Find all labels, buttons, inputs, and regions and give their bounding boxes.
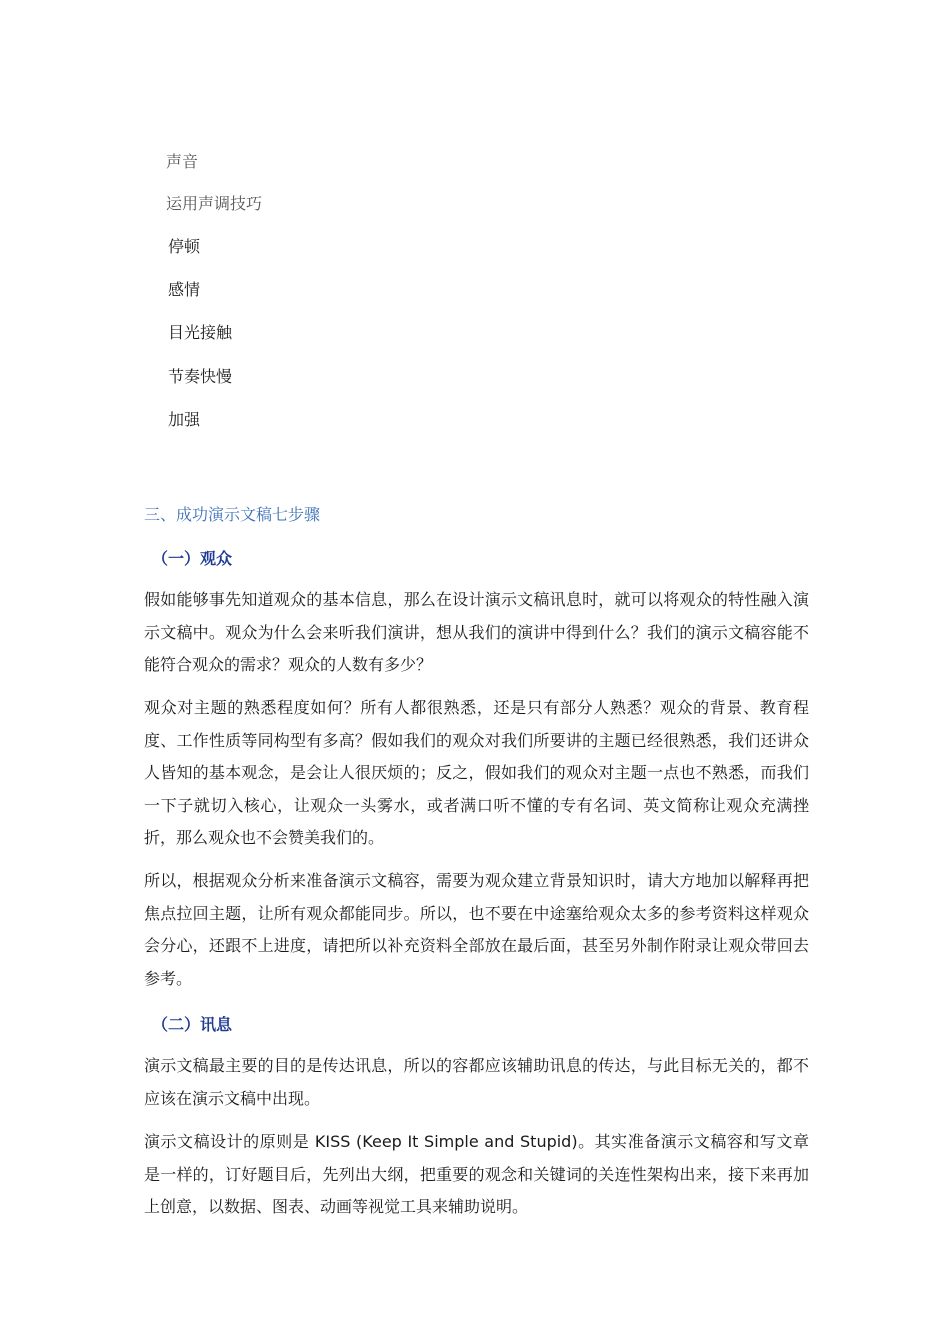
section-title: 三、成功演示文稿七步骤: [144, 505, 321, 524]
list-item-eye-contact: 目光接触: [168, 323, 233, 342]
message-paragraph-1: 演示文稿最主要的目的是传达讯息，所以的容都应该辅助讯息的传达，与此目标无关的，都不应该在演示文稿中出现。: [144, 1056, 809, 1108]
list-item-tone-skills: 运用声调技巧: [166, 194, 263, 213]
list-item-emotion: 感情: [168, 280, 201, 299]
message-heading: （二）讯息: [152, 1015, 233, 1034]
list-item-pause: 停顿: [168, 237, 201, 256]
audience-paragraph-3: 所以，根据观众分析来准备演示文稿容，需要为观众建立背景知识时，请大方地加以解释再把焦点拉回主题，让所有观众都能同步。所以，也不要在中途塞给观众太多的参考资料这样观众会分心，还跟不上进度，请把所以补充资料全部放在最后面，甚至另外制作附录让观众带回去参考。: [144, 871, 809, 988]
audience-paragraph-2: 观众对主题的熟悉程度如何？所有人都很熟悉，还是只有部分人熟悉？观众的背景、教育程度、工作性质等同构型有多高？假如我们的观众对我们所要讲的主题已经很熟悉，我们还讲众人皆知的基本观念，是会让人很厌烦的；反之，假如我们的观众对主题一点也不熟悉，而我们一下子就切入核心，让观众一头雾水，或者满口听不懂的专有名词、英文简称让观众充满挫折，那么观众也不会赞美我们的。: [144, 698, 809, 847]
audience-heading: （一）观众: [152, 549, 233, 568]
list-item-sound: 声音: [166, 152, 199, 171]
message-paragraph-2: 演示文稿设计的原则是 KISS (Keep It Simple and Stupid)。其实准备演示文稿容和写文章是一样的，订好题目后，先列出大纲，把重要的观念和关键词的关连性架构出来，接下来再加上创意，以数据、图表、动画等视觉工具来辅助说明。: [144, 1132, 809, 1216]
audience-paragraph-1: 假如能够事先知道观众的基本信息，那么在设计演示文稿讯息时，就可以将观众的特性融入演示文稿中。观众为什么会来听我们演讲，想从我们的演讲中得到什么？我们的演示文稿容能不能符合观众的需求？观众的人数有多少？: [144, 590, 809, 674]
list-item-pace: 节奏快慢: [168, 367, 233, 386]
list-item-emphasis: 加强: [168, 410, 201, 429]
